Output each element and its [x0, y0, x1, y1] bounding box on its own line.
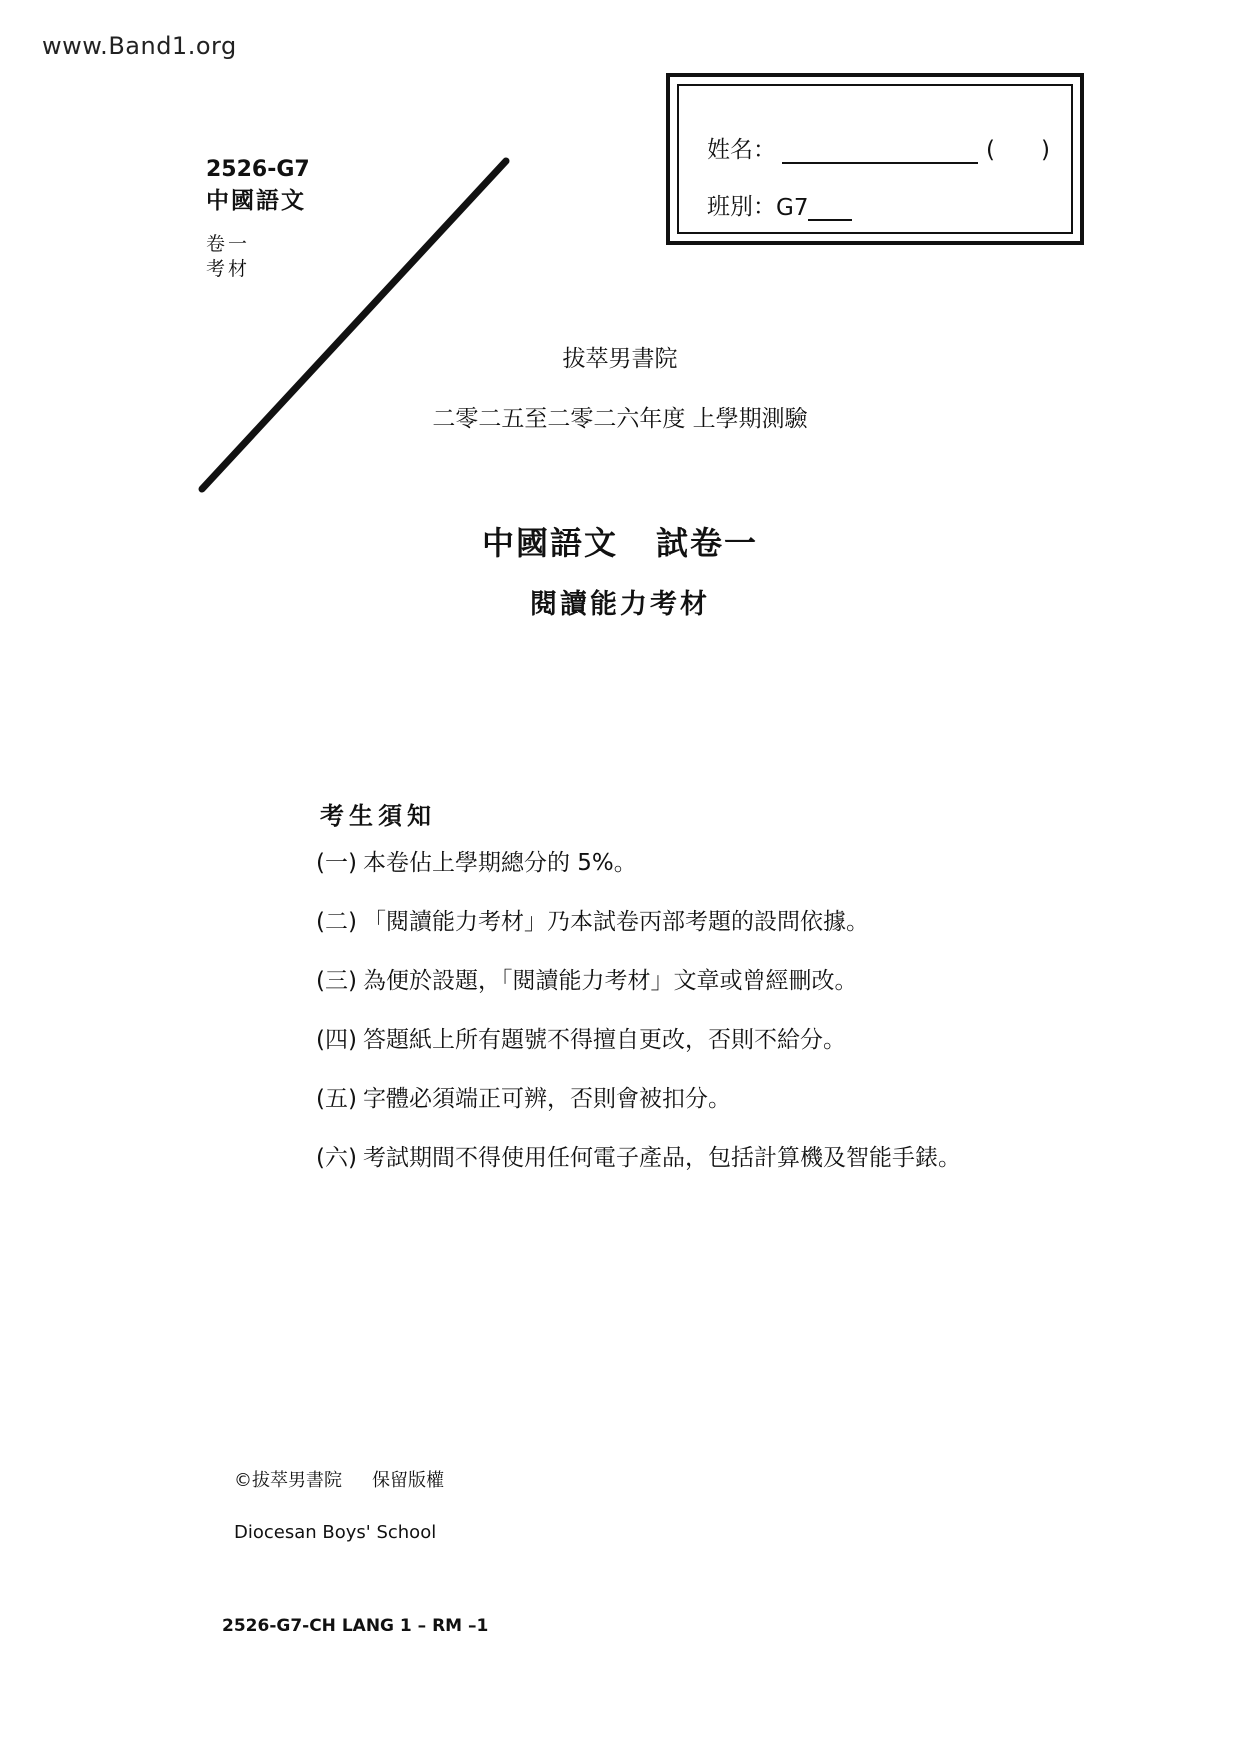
notice-text: 本卷佔上學期總分的 5%。	[362, 850, 637, 876]
name-row	[707, 131, 1050, 164]
notice-number: (五)	[316, 1086, 357, 1112]
notice-heading: 考生須知	[320, 802, 436, 830]
paper-subtitle: 閱讀能力考材	[530, 589, 710, 620]
notice-item	[316, 1082, 961, 1141]
class-blank-field[interactable]	[808, 199, 852, 221]
notice-text: 為便於設題，「閱讀能力考材」文章或曾經刪改。	[362, 968, 858, 994]
copyright-rights: 保留版權	[372, 1470, 444, 1491]
name-label: 姓名：	[707, 137, 776, 163]
copyright-line	[234, 1466, 444, 1492]
material-label: 考材	[206, 258, 251, 281]
notice-text: 考試期間不得使用任何電子產品，包括計算機及智能手錶。	[362, 1145, 961, 1171]
notice-list	[316, 846, 961, 1200]
subject-label: 中國語文	[206, 187, 306, 214]
copyright-holder: ©拔萃男書院	[234, 1470, 342, 1491]
notice-number: (一)	[316, 850, 357, 876]
notice-number: (二)	[316, 909, 357, 935]
notice-item	[316, 905, 961, 964]
exam-term: 二零二五至二零二六年度 上學期測驗	[432, 406, 808, 432]
footer-page-code: 2526-G7-CH LANG 1 – RM –1	[222, 1616, 489, 1636]
paper-number: 卷一	[206, 233, 251, 256]
paper-code: 2526-G7	[206, 157, 310, 182]
notice-number: (四)	[316, 1027, 357, 1053]
paper-title-subject: 中國語文	[481, 524, 618, 562]
notice-text: 答題紙上所有題號不得擅自更改，否則不給分。	[362, 1027, 846, 1053]
paper-title	[0, 518, 1240, 564]
class-label: 班別：	[707, 194, 776, 220]
class-prefix: G7	[776, 195, 809, 221]
class-row	[707, 188, 852, 221]
student-info-inner-border	[677, 84, 1073, 234]
school-english-name: Diocesan Boys' School	[234, 1522, 437, 1543]
notice-item	[316, 1141, 961, 1200]
notice-item	[316, 846, 961, 905]
notice-item	[316, 1023, 961, 1082]
class-number-paren: ( )	[986, 137, 1050, 163]
notice-text: 字體必須端正可辨，否則會被扣分。	[362, 1086, 731, 1112]
name-blank-field[interactable]	[782, 142, 978, 164]
notice-number: (三)	[316, 968, 357, 994]
notice-number: (六)	[316, 1145, 357, 1171]
school-name: 拔萃男書院	[562, 346, 678, 372]
student-info-box	[666, 73, 1084, 245]
paper-title-paper: 試卷一	[656, 524, 759, 562]
notice-text: 「閱讀能力考材」乃本試卷丙部考題的設問依據。	[362, 909, 869, 935]
watermark-url: www.Band1.org	[42, 32, 237, 60]
notice-item	[316, 964, 961, 1023]
